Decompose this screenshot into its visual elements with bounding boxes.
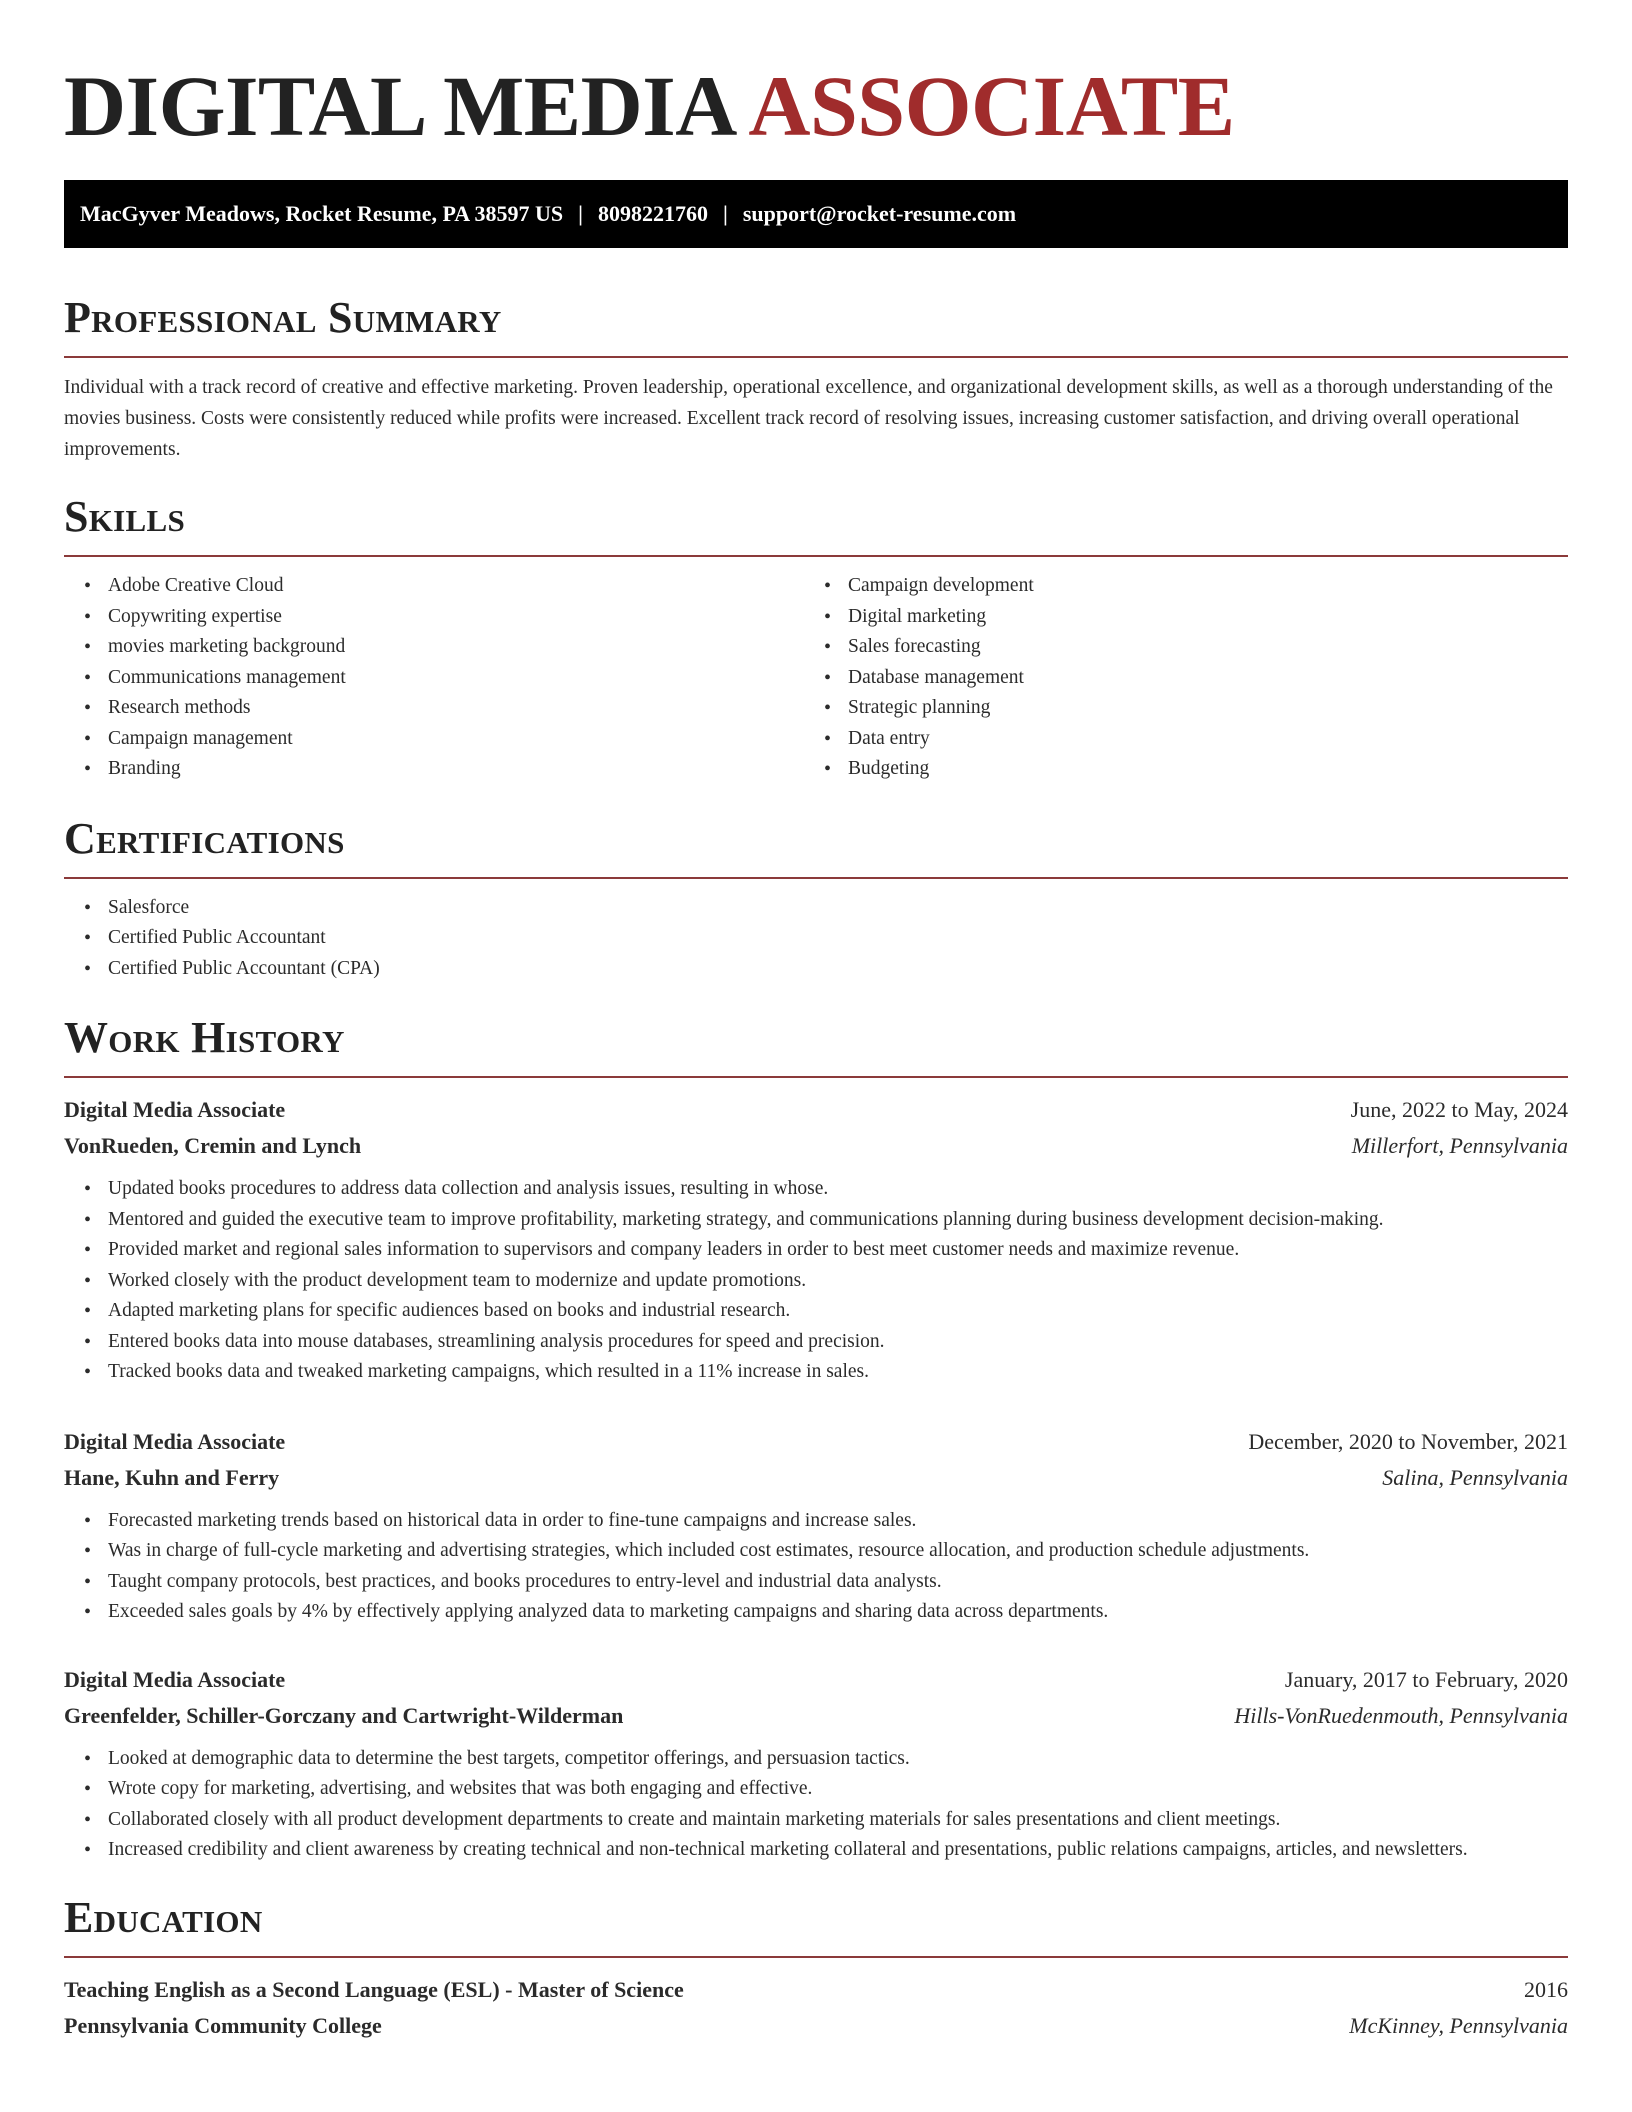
job-bullet: • Exceeded sales goals by 4% by effectively applying analyzed data to marketing campaigns and sharing data across departments. [108,1597,1568,1628]
job-dates: January, 2017 to February, 2020 [1284,1666,1568,1692]
job-bullet: • Mentored and guided the executive team to improve profitability, marketing strategy, and communications planning during business development decision-making. [108,1205,1568,1236]
job-company: Greenfelder, Schiller-Gorczany and Cartwright-Wilderman [64,1702,624,1728]
contact-separator: | [578,201,583,226]
title-accent: ASSOCIATE [748,58,1235,154]
skill-item: • Research methods [108,693,804,724]
skill-item: • movies marketing background [108,632,804,663]
skill-item: • Adobe Creative Cloud [108,571,804,602]
section-divider [64,1076,1568,1078]
job-location: Millerfort, Pennsylvania [1351,1133,1568,1158]
skills-list-left [64,571,804,785]
education-degree: Teaching English as a Second Language (ESL) - Master of Science [64,1976,684,2002]
job-bullet: • Worked closely with the product development team to modernize and update promotions. [108,1266,1568,1297]
job-bullet: • Adapted marketing plans for specific audiences based on books and industrial research. [108,1296,1568,1327]
certification-item: • Salesforce [108,893,1568,924]
job-location: Salina, Pennsylvania [1382,1464,1568,1490]
education-section [64,1890,1568,2044]
section-heading-summary: Professional Summary [64,293,502,342]
job-bullet: • Taught company protocols, best practices, and books procedures to entry-level and industrial data analysts. [108,1567,1568,1598]
resume-page [64,0,1568,2044]
education-degree-row [64,1972,1568,2008]
skills-column-right [804,571,1544,785]
summary-section [64,290,1568,465]
job-company: Hane, Kuhn and Ferry [64,1464,280,1490]
job-bullet: • Tracked books data and tweaked marketing campaigns, which resulted in a 11% increase in sales. [108,1357,1568,1388]
job-title: Digital Media Associate [64,1428,286,1454]
job-company-row [64,1698,1568,1734]
section-divider [64,356,1568,358]
job-entry [64,1662,1568,1866]
contact-phone: 8098221760 [597,201,708,226]
job-location: Hills-VonRuedenmouth, Pennsylvania [1234,1702,1568,1728]
job-bullet: • Updated books procedures to address data collection and analysis issues, resulting in whose. [108,1174,1568,1205]
section-divider [64,555,1568,557]
education-year: 2016 [1524,1976,1568,2002]
job-title: Digital Media Associate [64,1097,286,1122]
certifications-section [64,811,1568,985]
skill-item: • Data entry [848,724,1544,755]
skill-item: • Copywriting expertise [108,602,804,633]
job-bullet: • Provided market and regional sales information to supervisors and company leaders in order to best meet customer needs and maximize revenue. [108,1235,1568,1266]
education-location: McKinney, Pennsylvania [1349,2012,1568,2038]
contact-separator: | [722,201,728,226]
job-title: Digital Media Associate [64,1666,286,1692]
job-bullets [64,1744,1568,1866]
job-bullet: • Entered books data into mouse databases, streamlining analysis procedures for speed and precision. [108,1327,1568,1358]
job-entry [64,1092,1568,1388]
contact-email: support@rocket-resume.com [742,201,1017,226]
job-bullet: • Wrote copy for marketing, advertising, and websites that was both engaging and effective. [108,1774,1568,1805]
job-company: VonRueden, Cremin and Lynch [64,1133,362,1158]
job-bullets [64,1506,1568,1628]
certifications-list [64,893,1568,985]
section-heading-certifications: Certifications [64,813,345,863]
job-company-row [64,1128,1568,1164]
job-header-row [64,1424,1568,1460]
skill-item: • Communications management [108,663,804,694]
job-bullet: • Collaborated closely with all product development departments to create and maintain marketing materials for sales presentations and client meetings. [108,1805,1568,1836]
contact-bar [64,180,1568,248]
skills-section [64,489,1568,785]
skill-item: • Strategic planning [848,693,1544,724]
skills-column-left [64,571,804,785]
job-bullet: • Forecasted marketing trends based on historical data in order to fine-tune campaigns and increase sales. [108,1506,1568,1537]
section-divider [64,877,1568,879]
skill-item: • Budgeting [848,754,1544,785]
education-school: Pennsylvania Community College [64,2012,382,2038]
job-entry [64,1424,1568,1628]
summary-text: Individual with a track record of creative and effective marketing. Proven leadership, operational excellence, and organizational development skills, as well as a thorough understanding of the movies business. Costs were consistently reduced while profits were increased. Excellent track record of resolving issues, increasing customer satisfaction, and driving overall operational improvements. [64,377,1553,460]
contact-address: MacGyver Meadows, Rocket Resume, PA 38597 US [80,201,564,226]
skill-item: • Digital marketing [848,602,1544,633]
resume-title [64,56,1568,156]
skill-item: • Database management [848,663,1544,694]
job-company-row [64,1460,1568,1496]
section-divider [64,1956,1568,1958]
section-heading-work-history: Work History [64,1013,345,1062]
certification-item: • Certified Public Accountant (CPA) [108,954,1568,985]
job-bullet: • Looked at demographic data to determine the best targets, competitor offerings, and persuasion tactics. [108,1744,1568,1775]
job-bullets [64,1174,1568,1388]
skill-item: • Sales forecasting [848,632,1544,663]
work-history-section [64,1010,1568,1866]
job-header-row [64,1662,1568,1698]
section-heading-education: Education [64,1892,263,1942]
job-bullet: • Increased credibility and client awareness by creating technical and non-technical marketing collateral and presentations, public relations campaigns, articles, and newsletters. [108,1835,1568,1866]
skill-item: • Campaign development [848,571,1544,602]
skill-item: • Branding [108,754,804,785]
job-dates: June, 2022 to May, 2024 [1350,1097,1568,1122]
skills-grid [64,571,1568,785]
job-bullet: • Was in charge of full-cycle marketing and advertising strategies, which included cost estimates, resource allocation, and production schedule adjustments. [108,1536,1568,1567]
education-school-row [64,2008,1568,2044]
job-dates: December, 2020 to November, 2021 [1248,1428,1568,1454]
certification-item: • Certified Public Accountant [108,923,1568,954]
title-main: DIGITAL MEDIA [64,58,733,154]
skill-item: • Campaign management [108,724,804,755]
job-header-row [64,1092,1568,1128]
section-heading-skills: Skills [64,492,186,541]
skills-list-right [804,571,1544,785]
